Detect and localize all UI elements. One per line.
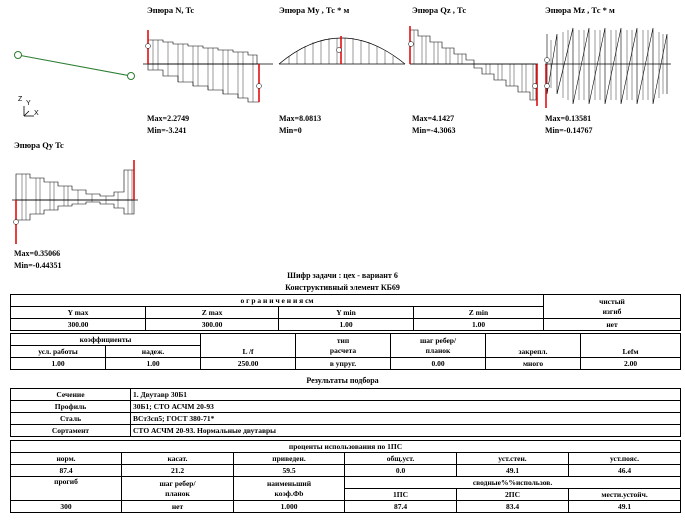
usage-value: 46.4 <box>569 465 681 477</box>
usage-header: уст.пояс. <box>569 453 681 465</box>
task-cipher: Шифр задачи : цех - вариант 6 <box>287 271 398 280</box>
calc-type-header: тип расчета <box>296 334 391 358</box>
results-value: ВСт3сп5; ГОСТ 380-71* <box>131 413 681 425</box>
usage-header: касат. <box>122 453 234 465</box>
usage-header: приведен. <box>234 453 345 465</box>
diagram-n-max: Max=2.2749 <box>147 114 190 123</box>
deflection-header: прогиб <box>11 477 122 501</box>
results-table <box>10 388 681 437</box>
diagram-qy-min: Min=-0.44351 <box>14 261 62 270</box>
lf-header: L /f <box>201 334 296 358</box>
bottom-value: 300 <box>11 501 122 513</box>
usage-value: 21.2 <box>122 465 234 477</box>
usage-header: уст.стен. <box>457 453 569 465</box>
diagram-mz-title: Эпюра Mz , Тс * м <box>545 5 615 15</box>
val-pure-bending: нет <box>544 319 681 331</box>
bottom-value: 87.4 <box>345 501 457 513</box>
fixing-header: закрепл. <box>486 334 581 358</box>
coefficients-header: коэффициенты <box>11 334 201 346</box>
val-calc-type: в упруг. <box>296 358 391 370</box>
axis-z-label: Z <box>18 96 23 103</box>
val-reliability: 1.00 <box>106 358 201 370</box>
bottom-value: 49.1 <box>569 501 681 513</box>
limits-table <box>10 294 681 331</box>
val-ymax: 300.00 <box>11 319 146 331</box>
rib-pitch-header-2: шаг ребер/ планок <box>122 477 234 501</box>
rib-pitch-header: шаг ребер/ планок <box>391 334 486 358</box>
results-title: Результаты подбора <box>306 376 379 385</box>
diagram-qz-min: Min=-4.3063 <box>412 126 456 135</box>
col-ymin: Y min <box>279 307 414 319</box>
task-element: Конструктивный элемент КБ69 <box>285 283 400 292</box>
usage-header: норм. <box>11 453 122 465</box>
coefficients-table <box>10 333 681 370</box>
col-ymax: Y max <box>11 307 146 319</box>
diagram-my <box>277 20 407 120</box>
val-lefm: 2.00 <box>581 358 681 370</box>
summary-sub-header: 2ПС <box>457 489 569 501</box>
results-value: 1. Двутавр 30Б1 <box>131 389 681 401</box>
usage-value: 87.4 <box>11 465 122 477</box>
diagram-qz-max: Max=4.1427 <box>412 114 455 123</box>
diagram-mz <box>543 20 673 120</box>
usage-value: 59.5 <box>234 465 345 477</box>
usage-value: 49.1 <box>457 465 569 477</box>
bottom-value: 1.000 <box>234 501 345 513</box>
usage-value: 0.0 <box>345 465 457 477</box>
diagram-qz-title: Эпюра Qz , Тс <box>412 5 467 15</box>
results-label: Сечение <box>11 389 131 401</box>
reliability-header: надеж. <box>106 346 201 358</box>
axes-icon <box>18 96 48 122</box>
lefm-header: Lefм <box>581 334 681 358</box>
usage-header: общ.уст. <box>345 453 457 465</box>
bottom-value: 83.4 <box>457 501 569 513</box>
summary-sub-header: мести.устойч. <box>569 489 681 501</box>
diagram-my-min: Min=0 <box>279 126 302 135</box>
axis-y-label: Y <box>26 100 31 107</box>
smallest-coef-header: наименьший коэф.Фb <box>234 477 345 501</box>
diagram-qy-max: Max=0.35066 <box>14 249 61 258</box>
work-cond-header: усл. работы <box>11 346 106 358</box>
results-value: СТО АСЧМ 20-93. Нормальные двутавры <box>131 425 681 437</box>
val-rib-pitch: 0.00 <box>391 358 486 370</box>
diagram-n-min: Min=-3.241 <box>147 126 187 135</box>
results-label: Сталь <box>11 413 131 425</box>
summary-header: сводные%%использов. <box>345 477 681 489</box>
limits-header: о г р а н и ч е н и я см <box>11 295 544 307</box>
diagram-qy-title: Эпюра Qy Tc <box>14 140 64 150</box>
val-ymin: 1.00 <box>279 319 414 331</box>
val-fixing: много <box>486 358 581 370</box>
diagram-my-title: Эпюра My , Тс * м <box>279 5 350 15</box>
val-zmax: 300.00 <box>146 319 279 331</box>
results-value: 30Б1; СТО АСЧМ 20-93 <box>131 401 681 413</box>
col-zmin: Z min <box>414 307 544 319</box>
pure-bending-header: чистый изгиб <box>544 295 681 319</box>
val-work-cond: 1.00 <box>11 358 106 370</box>
col-zmax: Z max <box>146 307 279 319</box>
diagram-n <box>143 20 273 120</box>
diagram-n-title: Эпюра N, Tc <box>147 5 195 15</box>
results-label: Сортамент <box>11 425 131 437</box>
usage-table <box>10 440 681 513</box>
bottom-value: нет <box>122 501 234 513</box>
diagram-mz-min: Min=-0.14767 <box>545 126 593 135</box>
summary-sub-header: 1ПС <box>345 489 457 501</box>
usage-title: проценты использования по 1ПС <box>11 441 681 453</box>
val-zmin: 1.00 <box>414 319 544 331</box>
diagram-mz-max: Max=0.13581 <box>545 114 592 123</box>
diagram-qz <box>408 20 538 120</box>
results-label: Профиль <box>11 401 131 413</box>
val-lf: 250.00 <box>201 358 296 370</box>
axis-x-label: X <box>34 110 39 117</box>
diagram-qy <box>10 156 140 256</box>
diagram-my-max: Max=8.0813 <box>279 114 322 123</box>
